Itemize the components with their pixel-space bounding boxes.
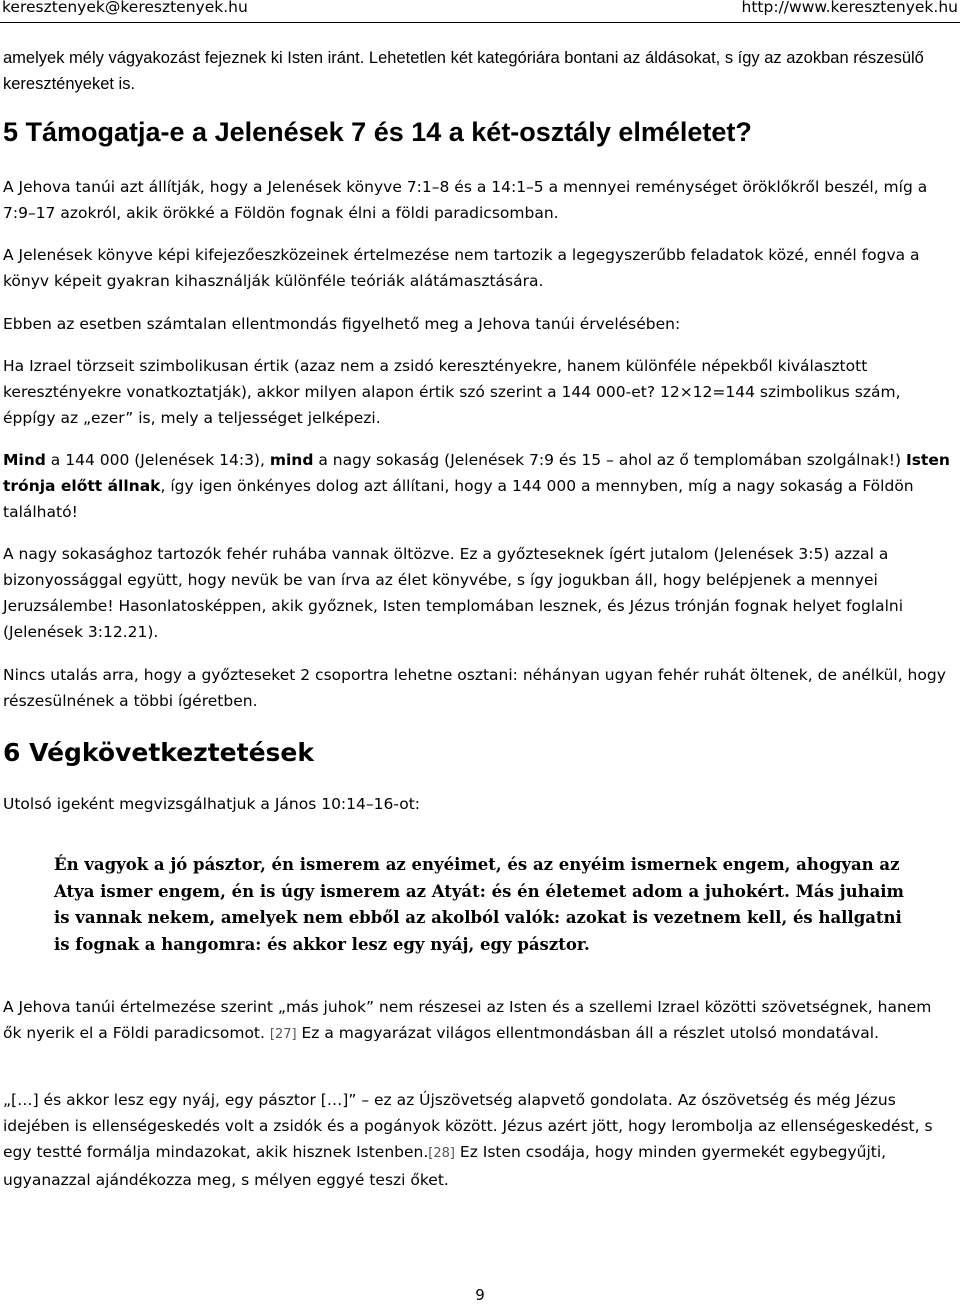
header-email[interactable]: keresztenyek@keresztenyek.hu [2, 0, 248, 16]
bible-quote: Én vagyok a jó pásztor, én ismerem az enyéimet, és az enyéim ismernek engem, ahogyan az Atya ismer engem, én is úgy ismerem az Atyát: és én életemet adom a juhokért. Más juhaim is vannak nekem, amelyek nem ebből az akolból valók: azokat is vezetnem kell, és hallgatni is fognak a hangomra: és akkor lesz egy nyáj, egy pásztor. [54, 855, 904, 954]
section-5-paragraph-5 [3, 447, 953, 525]
intro-paragraph: amelyek mély vágyakozást fejeznek ki Isten iránt. Lehetetlen két kategóriára bontani az áldásokat, s így az azokban részesülő keresztényeket is. [3, 49, 924, 93]
header-url[interactable]: http://www.keresztenyek.hu [741, 0, 958, 16]
footnote-ref-27[interactable]: [27] [269, 1027, 297, 1042]
p2-text-b: Ez a magyarázat világos ellentmondásban áll a részlet utolsó mondatával. [296, 1024, 879, 1042]
p5-text-1: a 144 000 (Jelenések 14:3), [45, 451, 270, 469]
emphasis-mind-1: Mind [3, 451, 46, 469]
section-6-paragraph-2 [3, 994, 953, 1048]
emphasis-mind-2: mind [269, 451, 314, 469]
p5-text-3: , így igen önkényes dolog azt állítani, hogy a 144 000 a mennyben, míg a nagy sokaság a Földön található! [3, 477, 914, 521]
section-5-paragraph-2: A Jelenések könyve képi kifejezőeszközeinek értelmezése nem tartozik a legegyszerűbb feladatok közé, ennél fogva a könyv képeit gyakran kihasználják különféle teóriák alátámasztására. [3, 246, 920, 290]
p3-text-b: Ez Isten csodája, hogy minden gyermekét egybegyűjti, ugyanazzal ajándékozza meg, s mélyen eggyé teszi őket. [3, 1143, 887, 1189]
p5-text-2: a nagy sokaság (Jelenések 7:9 és 15 – ahol az ő templomában szolgálnak!) [313, 451, 906, 469]
page-number: 9 [475, 1286, 485, 1304]
section-5-paragraph-3: Ebben az esetben számtalan ellentmondás figyelhető meg a Jehova tanúi érvelésében: [3, 315, 681, 333]
footnote-ref-28[interactable]: [28] [428, 1146, 455, 1161]
p2-text-a: A Jehova tanúi értelmezése szerint „más juhok” nem részesei az Isten és a szellemi Izrael közötti szövetségnek, hanem ők nyerik el a Földi paradicsomot. [3, 998, 932, 1042]
page-header [0, 0, 960, 23]
section-5-heading: 5 Támogatja-e a Jelenések 7 és 14 a két-osztály elméletet? [3, 117, 752, 147]
p3-text-a: „[…] és akkor lesz egy nyáj, egy pásztor […]” – ez az Újszövetség alapvető gondolata. Az ószövetség és még Jézus idejében is ellenségeskedés volt a zsidók és a pogányok között. Jézus azért jött, hogy lerombolja az ellenségeskedést, s egy testté formálja mindazokat, akik hisznek Istenben. [3, 1091, 933, 1161]
emphasis-throne: Isten trónja előtt állnak [3, 451, 950, 495]
section-5-paragraph-6: A nagy sokasághoz tartozók fehér ruhába vannak öltözve. Ez a győzteseknek ígért jutalom (Jelenések 3:5) azzal a bizonyossággal együtt, hogy nevük be van írva az élet könyvébe, s így jogukban áll, hogy belépjenek a mennyei Jeruzsálembe! Hasonlatosképpen, akik győznek, Isten templomában lesznek, és Jézus trónján fognak helyet foglalni (Jelenések 3:12.21). [3, 545, 904, 641]
section-6-paragraph-3 [3, 1087, 953, 1193]
section-6-paragraph-1: Utolsó igeként megvizsgálhatjuk a János 10:14–16-ot: [3, 795, 421, 813]
section-5-paragraph-7: Nincs utalás arra, hogy a győzteseket 2 csoportra lehetne osztani: néhányan ugyan fehér ruhát öltenek, de anélkül, hogy részesülnének a többi ígéretben. [3, 666, 946, 710]
section-5-paragraph-1: A Jehova tanúi azt állítják, hogy a Jelenések könyve 7:1–8 és a 14:1–5 a mennyei reménységet öröklőkről beszél, míg a 7:9–17 azokról, akik örökké a Földön fognak élni a földi paradicsomban. [3, 178, 928, 222]
section-6-heading: 6 Végkövetkeztetések [3, 738, 314, 767]
section-5-paragraph-4: Ha Izrael törzseit szimbolikusan értik (azaz nem a zsidó keresztényekre, hanem különféle népekből kiválasztott keresztényekre vonatkoztatják), akkor milyen alapon értik szó szerint a 144 000-et? 12×12=144 szimbolikus szám, éppígy az „ezer” is, mely a teljességet jelképezi. [3, 357, 901, 427]
